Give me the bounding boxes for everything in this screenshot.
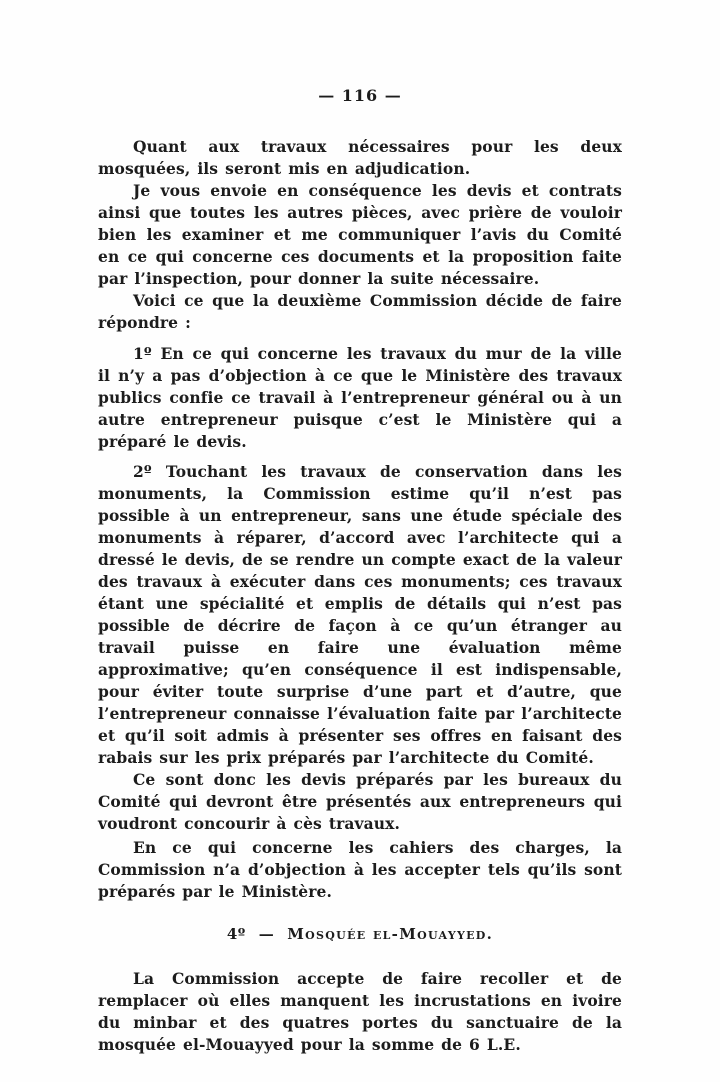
paragraph-7: En ce qui concerne les cahiers des charges, la Commission n’a d’objection à les accepter tels qu’ils sont préparés par le Ministère. bbox=[98, 838, 622, 901]
paragraph-6: Ce sont donc les devis préparés par les bureaux du Comité qui devront être présentés aux entrepreneurs qui voudront concourir à cès travaux. bbox=[98, 770, 622, 833]
paragraph-2: Je vous envoie en conséquence les devis et contrats ainsi que toutes les autres pièces, avec prière de vouloir bien les examiner et me communiquer l’avis du Comité en ce qui concerne ces documents et la proposition faite par l’inspection, pour donner la suite nécessaire. bbox=[98, 181, 622, 288]
section-heading-title: Mosquée el-Mouayyed. bbox=[287, 925, 494, 943]
section-heading-dash: — bbox=[258, 925, 275, 943]
page-body bbox=[98, 136, 622, 1056]
paragraph-3: Voici ce que la deuxième Commission décide de faire répondre : bbox=[98, 291, 622, 332]
page-number: — 116 — bbox=[318, 86, 402, 105]
paragraph-5: 2º Touchant les travaux de conservation dans les monuments, la Commission estime qu’il n’est pas possible à un entrepreneur, sans une étude spéciale des monuments à réparer, d’accord avec l’architecte qui a dressé le devis, de se rendre un compte exact de la valeur des travaux à exécuter dans ces monuments; ces travaux étant une spécialité et emplis de détails qui n’est pas possible de décrire de façon à ce qu’un étranger au travail puisse en faire une évaluation même approximative; qu’en conséquence il est indispensable, pour éviter toute surprise d’une part et d’autre, que l’entrepreneur connaisse l’évaluation faite par l’architecte et qu’il soit admis à présenter ses offres en faisant des rabais sur les prix préparés par l’architecte du Comité. bbox=[98, 462, 622, 767]
paragraph-4: 1º En ce qui concerne les travaux du mur de la ville il n’y a pas d’objection à ce que le Ministère des travaux publics confie ce travail à l’entrepreneur général ou à un autre entrepreneur puisque c’est le Ministère qui a préparé le devis. bbox=[98, 344, 622, 451]
section-heading bbox=[98, 923, 622, 945]
section-heading-numeral: 4º bbox=[226, 925, 246, 943]
paragraph-1: Quant aux travaux nécessaires pour les deux mosquées, ils seront mis en adjudication. bbox=[98, 137, 622, 178]
paragraph-8: La Commission accepte de faire recoller et de remplacer où elles manquent les incrustations en ivoire du minbar et des quatres portes du sanctuaire de la mosquée el-Mouayyed pour la somme de 6 L.E. bbox=[98, 969, 622, 1054]
